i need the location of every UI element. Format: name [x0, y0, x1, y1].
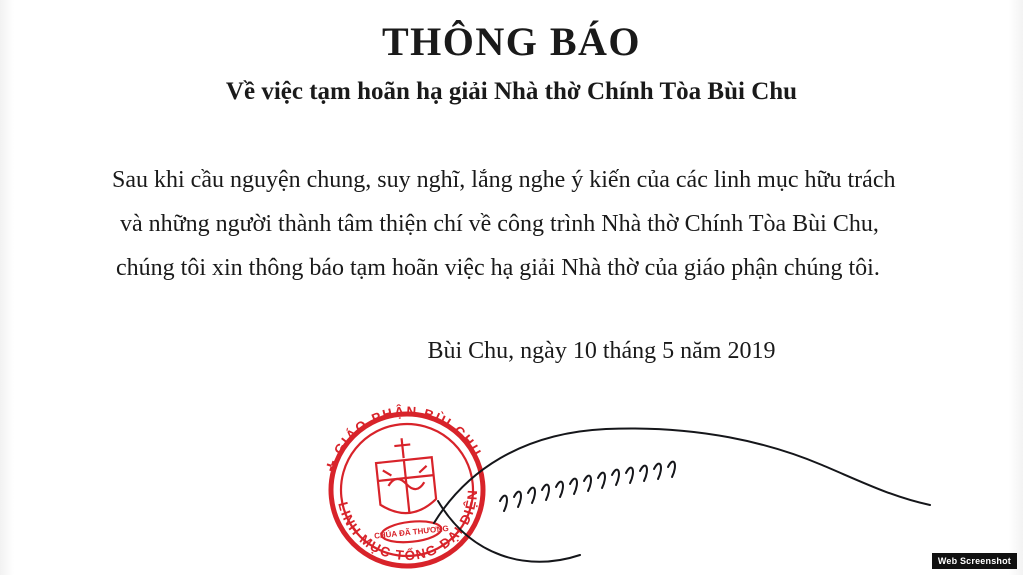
svg-text:CHÚA ĐÃ THƯƠNG: CHÚA ĐÃ THƯƠNG [373, 523, 450, 541]
watermark-badge: Web Screenshot [932, 553, 1017, 569]
official-seal [311, 398, 504, 576]
handwritten-signature [430, 405, 950, 575]
svg-text:✛ GIÁO PHẬN BÙI CHU: ✛ GIÁO PHẬN BÙI CHU [323, 403, 485, 474]
document-subtitle: Về việc tạm hoãn hạ giải Nhà thờ Chính Tòa Bùi Chu [225, 78, 798, 105]
date-line: Bùi Chu, ngày 10 tháng 5 năm 2019 [427, 338, 776, 364]
document-body [112, 158, 912, 290]
body-line: Sau khi cầu nguyện chung, suy nghĩ, lắng nghe ý kiến của các linh mục hữu trách [112, 167, 896, 193]
body-line: chúng tôi xin thông báo tạm hoãn việc hạ giải Nhà thờ của giáo phận chúng tôi. [116, 255, 880, 281]
page-title: THÔNG BÁO [381, 19, 642, 64]
body-line: và những người thành tâm thiện chí về công trình Nhà thờ Chính Tòa Bùi Chu, [120, 211, 879, 237]
svg-text:LINH MỤC TỔNG ĐẠI DIỆN: LINH MỤC TỔNG ĐẠI DIỆN [335, 488, 481, 564]
